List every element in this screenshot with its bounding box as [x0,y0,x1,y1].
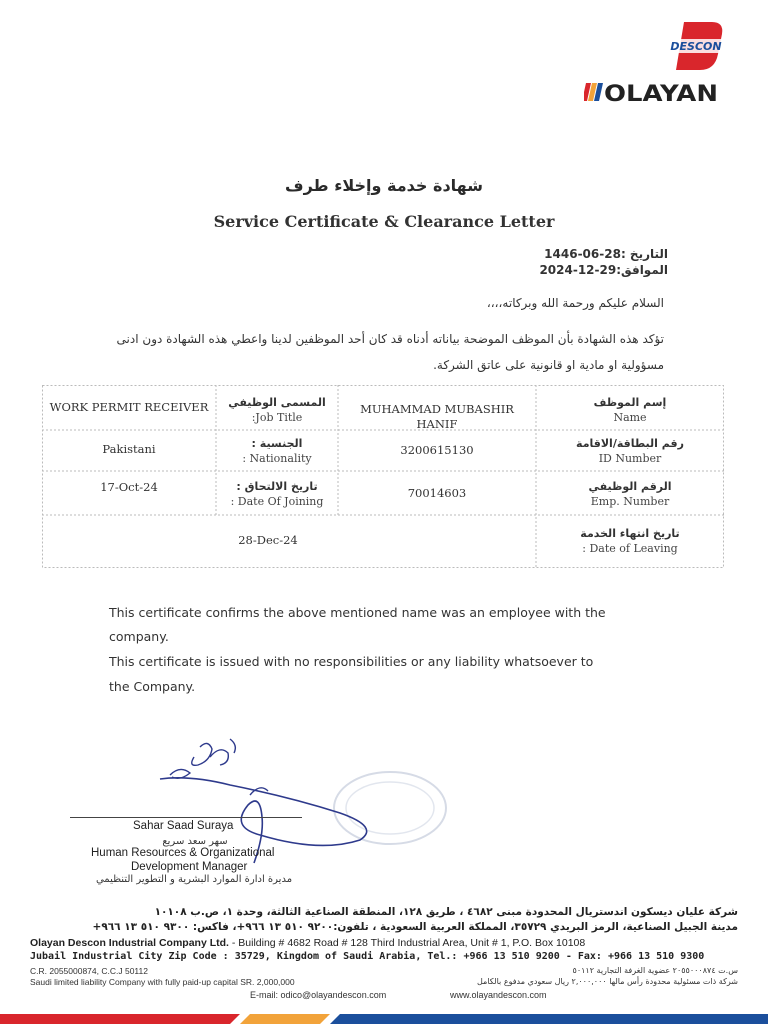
signature-line [70,817,302,818]
footer-website[interactable]: www.olayandescon.com [450,990,547,1000]
footer-cr: C.R. 2055000874, C.C.J 50112 [30,966,148,976]
descon-wordmark: DESCON [670,40,722,53]
leaving-label-en: : Date of Leaving [582,542,678,555]
nationality-value: Pakistani [102,442,156,456]
job-title-label-ar: المسمى الوظيفي [228,396,326,409]
leaving-label-ar: تاريخ انتهاء الخدمة [580,527,680,540]
footer-liability-en: Saudi limited liability Company with fully paid-up capital SR. 2,000,000 [30,977,295,987]
body-line-4: the Company. [109,679,196,694]
date-hijri: التاريخ :28-06-1446 [544,247,668,261]
name-label-ar: إسم الموظف [593,396,667,409]
intro-arabic-line2: مسؤولية او مادية او قانونية على عاتق الشركة. [433,358,664,372]
footer-address-english-1: - Building # 4682 Road # 128 Third Industrial Area, Unit # 1, P.O. Box 10108 [228,937,586,949]
footer-address-arabic-2: مدينة الجبيل الصناعية، الرمز البريدي ٣٥٧٢٩، المملكة العربية السعودية ، تلفون:٩٢٠٠ ٥١٠ ١٣ ٩٦٦+، فاكس: ٩٣٠٠ ٥١٠ ١٣ ٩٦٦+ [92,921,738,933]
footer-company-name: Olayan Descon Industrial Company Ltd. [30,937,229,949]
body-line-1: This certificate confirms the above mentioned name was an employee with the [109,605,606,620]
descon-logo [668,20,724,72]
nationality-label-ar: الجنسية : [251,437,303,450]
emp-number-label-en: Emp. Number [590,495,670,508]
title-english: Service Certificate & Clearance Letter [213,212,555,231]
emp-number-label-ar: الرقم الوظيفي [588,480,672,493]
footer-email[interactable]: E-mail: odico@olayandescon.com [250,990,387,1000]
leaving-value: 28-Dec-24 [238,533,298,547]
greeting-arabic: السلام عليكم ورحمة الله وبركاته،،،، [486,296,664,310]
joining-label-ar: تاريخ الالتحاق : [236,480,318,493]
signatory-title-arabic: مديرة ادارة الموارد البشرية و التطوير التنظيمي [95,874,293,885]
footer-liability-arabic: شركة ذات مسئولية محدودة رأس مالها ٢,٠٠٠,٠٠٠ ريال سعودي مدفوع بالكامل [476,977,738,986]
olayan-wordmark: OLAYAN [604,82,718,104]
olayan-logo [584,80,720,104]
footer-color-stripes [0,1004,768,1024]
footer-cr-arabic: س.ت ٢٠٥٥٠٠٠٨٧٤ عضوية الغرفة التجارية ٥٠١١٢ [572,966,738,975]
date-gregorian: الموافق:29-12-2024 [539,263,668,277]
joining-label-en: : Date Of Joining [230,495,324,508]
intro-arabic-line1: تؤكد هذه الشهادة بأن الموظف الموضحة بياناته أدناه قد كان أحد الموظفين لدينا واعطي هذه الشهادة دون ادنى [116,332,664,346]
joining-value: 17-Oct-24 [100,480,158,494]
id-number-label-ar: رقم البطاقة/الاقامة [576,437,684,450]
nationality-label-en: : Nationality [242,452,312,465]
title-arabic: شهادة خدمة وإخلاء طرف [285,176,483,195]
signatory-name-arabic: سهر سعد سريع [162,836,228,847]
footer-address-arabic-1: شركة عليان ديسكون اندستريال المحدودة مبنى ٤٦٨٢ ، طريق ١٢٨، المنطقة الصناعية الثالثة، وحدة ١، ص.ب ١٠١٠٨ [154,906,738,918]
id-number-value: 3200615130 [400,443,474,457]
body-line-2: company. [109,629,169,644]
signatory-title-line1: Human Resources & Organizational [91,847,275,859]
name-label-en: Name [613,411,647,424]
signatory-name: Sahar Saad Suraya [133,820,234,832]
footer-address-english-2: Jubail Industrial City Zip Code : 35729, Kingdom of Saudi Arabia, Tel.: +966 13 510 9200 - Fax: +966 13 510 9300 [30,951,705,962]
body-line-3: This certificate is issued with no responsibilities or any liability whatsoever to [109,654,594,669]
id-number-label-en: ID Number [598,452,662,465]
job-title-value: WORK PERMIT RECEIVER [49,400,209,414]
name-value: MUHAMMAD MUBASHIR HANIF [360,402,514,431]
emp-number-value: 70014603 [407,486,467,500]
job-title-label-en: :Job Title [251,411,303,424]
signatory-title-line2: Development Manager [131,861,248,873]
